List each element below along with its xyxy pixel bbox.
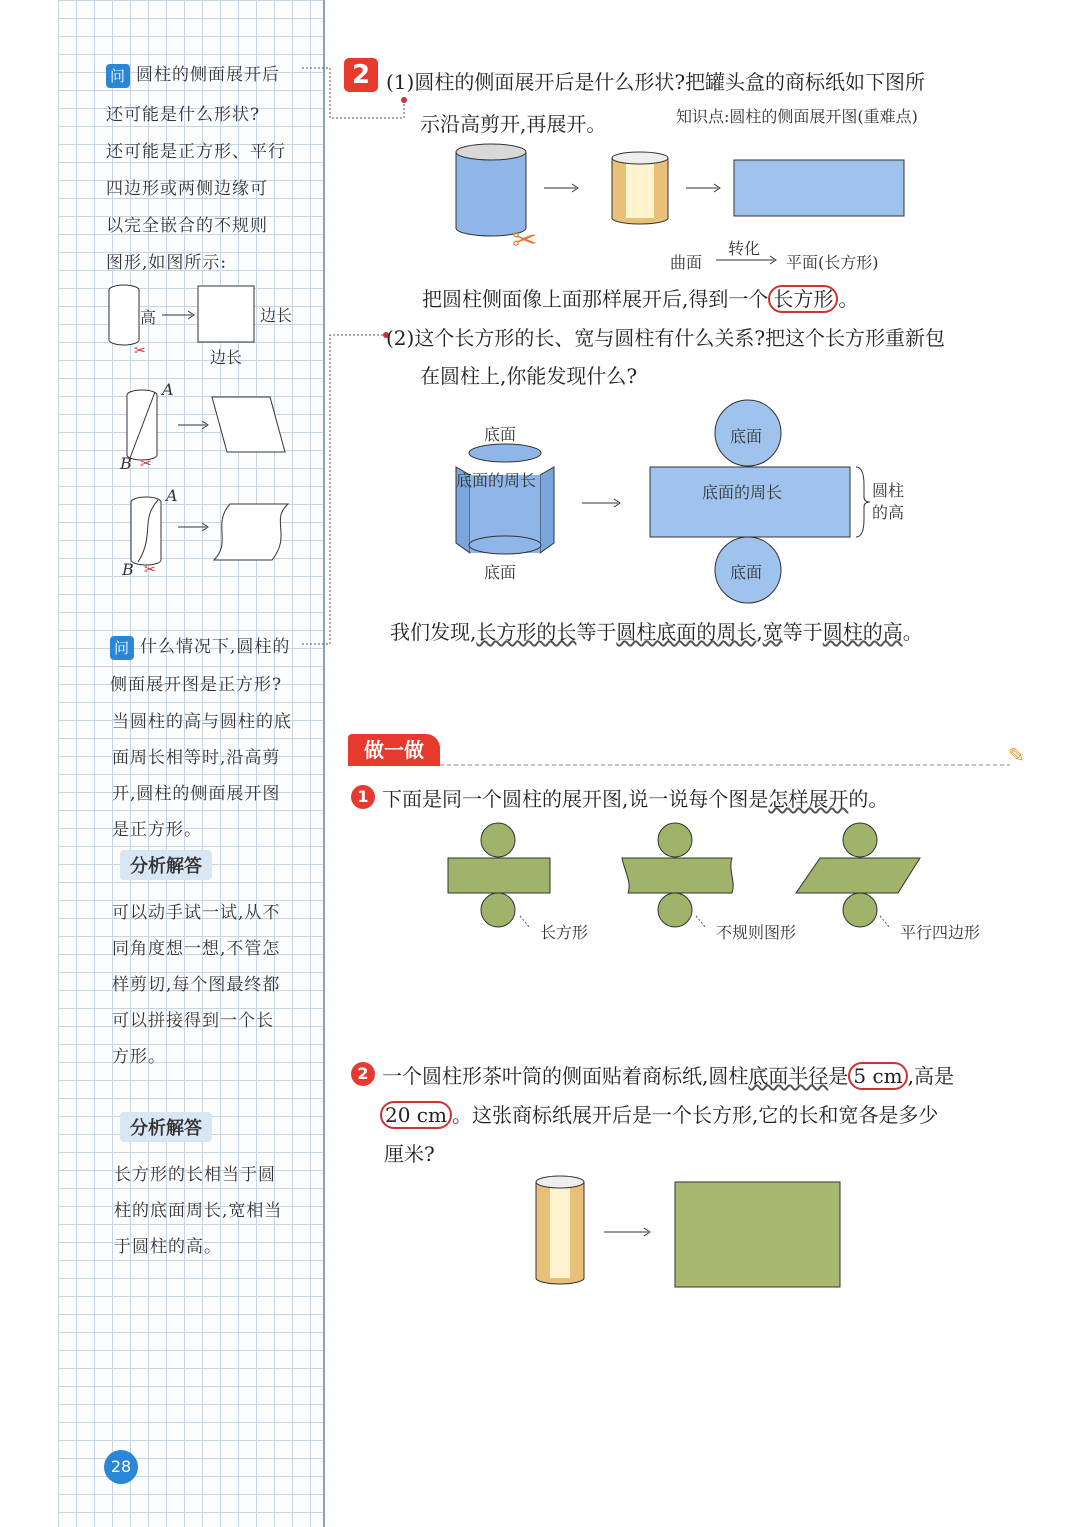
question-1-line1: (1)圆柱的侧面展开后是什么形状?把罐头盒的商标纸如下图所 — [386, 70, 926, 94]
transform-plane: 平面(长方形) — [786, 253, 879, 272]
analysis-1-line: 同角度想一想,不管怎 — [112, 939, 281, 959]
knowledge-point: 知识点:圆柱的侧面展开图(重难点) — [676, 107, 918, 126]
practice-2-line2: 20 cm 。这张商标纸展开后是一个长方形,它的长和宽各是多少 — [380, 1099, 938, 1128]
scissors-icon: ✂ — [512, 223, 538, 258]
net-label-height-2: 的高 — [872, 503, 905, 522]
net-label-height-1: 圆柱 — [872, 481, 905, 500]
sidebar-answer-2-line: 面周长相等时,沿高剪 — [112, 748, 281, 768]
finding-sentence: 我们发现,长方形的长等于圆柱底面的周长,宽等于圆柱的高。 — [390, 620, 923, 644]
scissors-icon: ✂ — [140, 456, 152, 472]
figure-label-a: A — [162, 380, 174, 399]
practice-2-line3: 厘米? — [384, 1142, 435, 1166]
practice-header: 做一做 — [348, 734, 440, 766]
net-label-circumference: 底面的周长 — [456, 471, 537, 490]
figure-label-side: 边长 — [210, 348, 243, 367]
net-label-base-bottom: 底面 — [484, 563, 517, 582]
net-parallelogram — [796, 823, 920, 928]
practice-2-line1: 一个圆柱形茶叶筒的侧面贴着商标纸,圆柱底面半径是 5 cm ,高是 — [382, 1064, 954, 1088]
circled-answer: 长方形 — [768, 285, 838, 313]
scissors-icon: ✂ — [144, 562, 156, 578]
sidebar-answer-2-line: 开,圆柱的侧面展开图 — [112, 784, 281, 804]
tea-can-figure — [530, 1170, 850, 1295]
figure-label-a: A — [166, 486, 178, 505]
sidebar-answer-1-line: 还可能是正方形、平行 — [106, 142, 286, 162]
unfolded-rectangle — [734, 160, 904, 216]
question-icon: 问 — [110, 636, 134, 660]
net-label-right-base-bottom: 底面 — [730, 563, 763, 582]
irregular-unfold-figure — [131, 497, 288, 565]
example-number: 2 — [344, 58, 378, 92]
sidebar-unfold-figures — [100, 280, 320, 590]
question-2-line1: (2)这个长方形的长、宽与圆柱有什么关系?把这个长方形重新包 — [386, 326, 946, 350]
sidebar-answer-2-line: 当圆柱的高与圆柱的底 — [112, 712, 292, 732]
net-label-base-top: 底面 — [484, 425, 517, 444]
result-sentence: 把圆柱侧面像上面那样展开后,得到一个 长方形 。 — [422, 287, 859, 311]
question-1-line2: 示沿高剪开,再展开。 — [420, 112, 607, 136]
net-label-right-base-top: 底面 — [730, 427, 763, 446]
parallelogram-unfold-figure — [127, 390, 285, 460]
net-irregular — [622, 823, 733, 928]
practice-header-line — [440, 740, 1030, 770]
net-rectangle — [448, 823, 550, 928]
practice-2-number: 2 — [351, 1062, 375, 1086]
can-unfold-diagram — [440, 130, 920, 270]
connector-lines — [300, 60, 410, 660]
net-label-right-circumference: 底面的周长 — [702, 483, 783, 502]
sidebar-question-2: 问 什么情况下,圆柱的 — [110, 632, 290, 660]
sidebar-answer-1-line: 图形,如图所示: — [106, 253, 228, 273]
analysis-1-line: 可以拼接得到一个长 — [112, 1011, 274, 1031]
analysis-1-line: 可以动手试一试,从不 — [112, 903, 281, 923]
question-icon: 问 — [106, 64, 130, 88]
page-number: 28 — [104, 1450, 138, 1484]
net-label: 不规则图形 — [716, 923, 797, 942]
transform-curve: 曲面 — [670, 253, 703, 272]
net-label: 平行四边形 — [900, 923, 981, 942]
tea-label-rectangle — [675, 1182, 840, 1287]
question-2-line2: 在圆柱上,你能发现什么? — [420, 364, 638, 388]
practice-1-text: 下面是同一个圆柱的展开图,说一说每个图是怎样展开的。 — [382, 787, 889, 811]
analysis-2-line: 柱的底面周长,宽相当 — [114, 1201, 283, 1221]
sidebar-answer-1-line: 四边形或两侧边缘可 — [106, 179, 268, 199]
analysis-1-line: 样剪切,每个图最终都 — [112, 975, 281, 995]
transform-word: 转化 — [728, 239, 761, 258]
practice-1-number: 1 — [351, 785, 375, 809]
figure-label-b: B — [120, 454, 132, 473]
sidebar-answer-2-line: 是正方形。 — [112, 820, 202, 840]
figure-label-b: B — [122, 560, 134, 579]
sidebar-question-1: 问 圆柱的侧面展开后 — [106, 60, 280, 88]
analysis-badge: 分析解答 — [120, 1112, 212, 1142]
sidebar-question-2-line2: 侧面展开图是正方形? — [110, 675, 283, 695]
square-unfold-figure — [109, 285, 254, 345]
analysis-2-line: 于圆柱的高。 — [114, 1237, 222, 1257]
figure-label-height: 高 — [140, 308, 157, 327]
sidebar-answer-1-line: 以完全嵌合的不规则 — [106, 216, 268, 236]
scissors-icon: ✂ — [134, 343, 146, 359]
analysis-badge: 分析解答 — [120, 850, 212, 880]
pencil-icon: ✎ — [1008, 743, 1025, 767]
sidebar-question-1-line2: 还可能是什么形状? — [106, 105, 261, 125]
label-opening-figure — [612, 152, 668, 224]
net-label: 长方形 — [540, 923, 589, 942]
analysis-2-line: 长方形的长相当于圆 — [114, 1165, 276, 1185]
analysis-1-line: 方形。 — [112, 1047, 166, 1067]
figure-label-side: 边长 — [260, 306, 293, 325]
